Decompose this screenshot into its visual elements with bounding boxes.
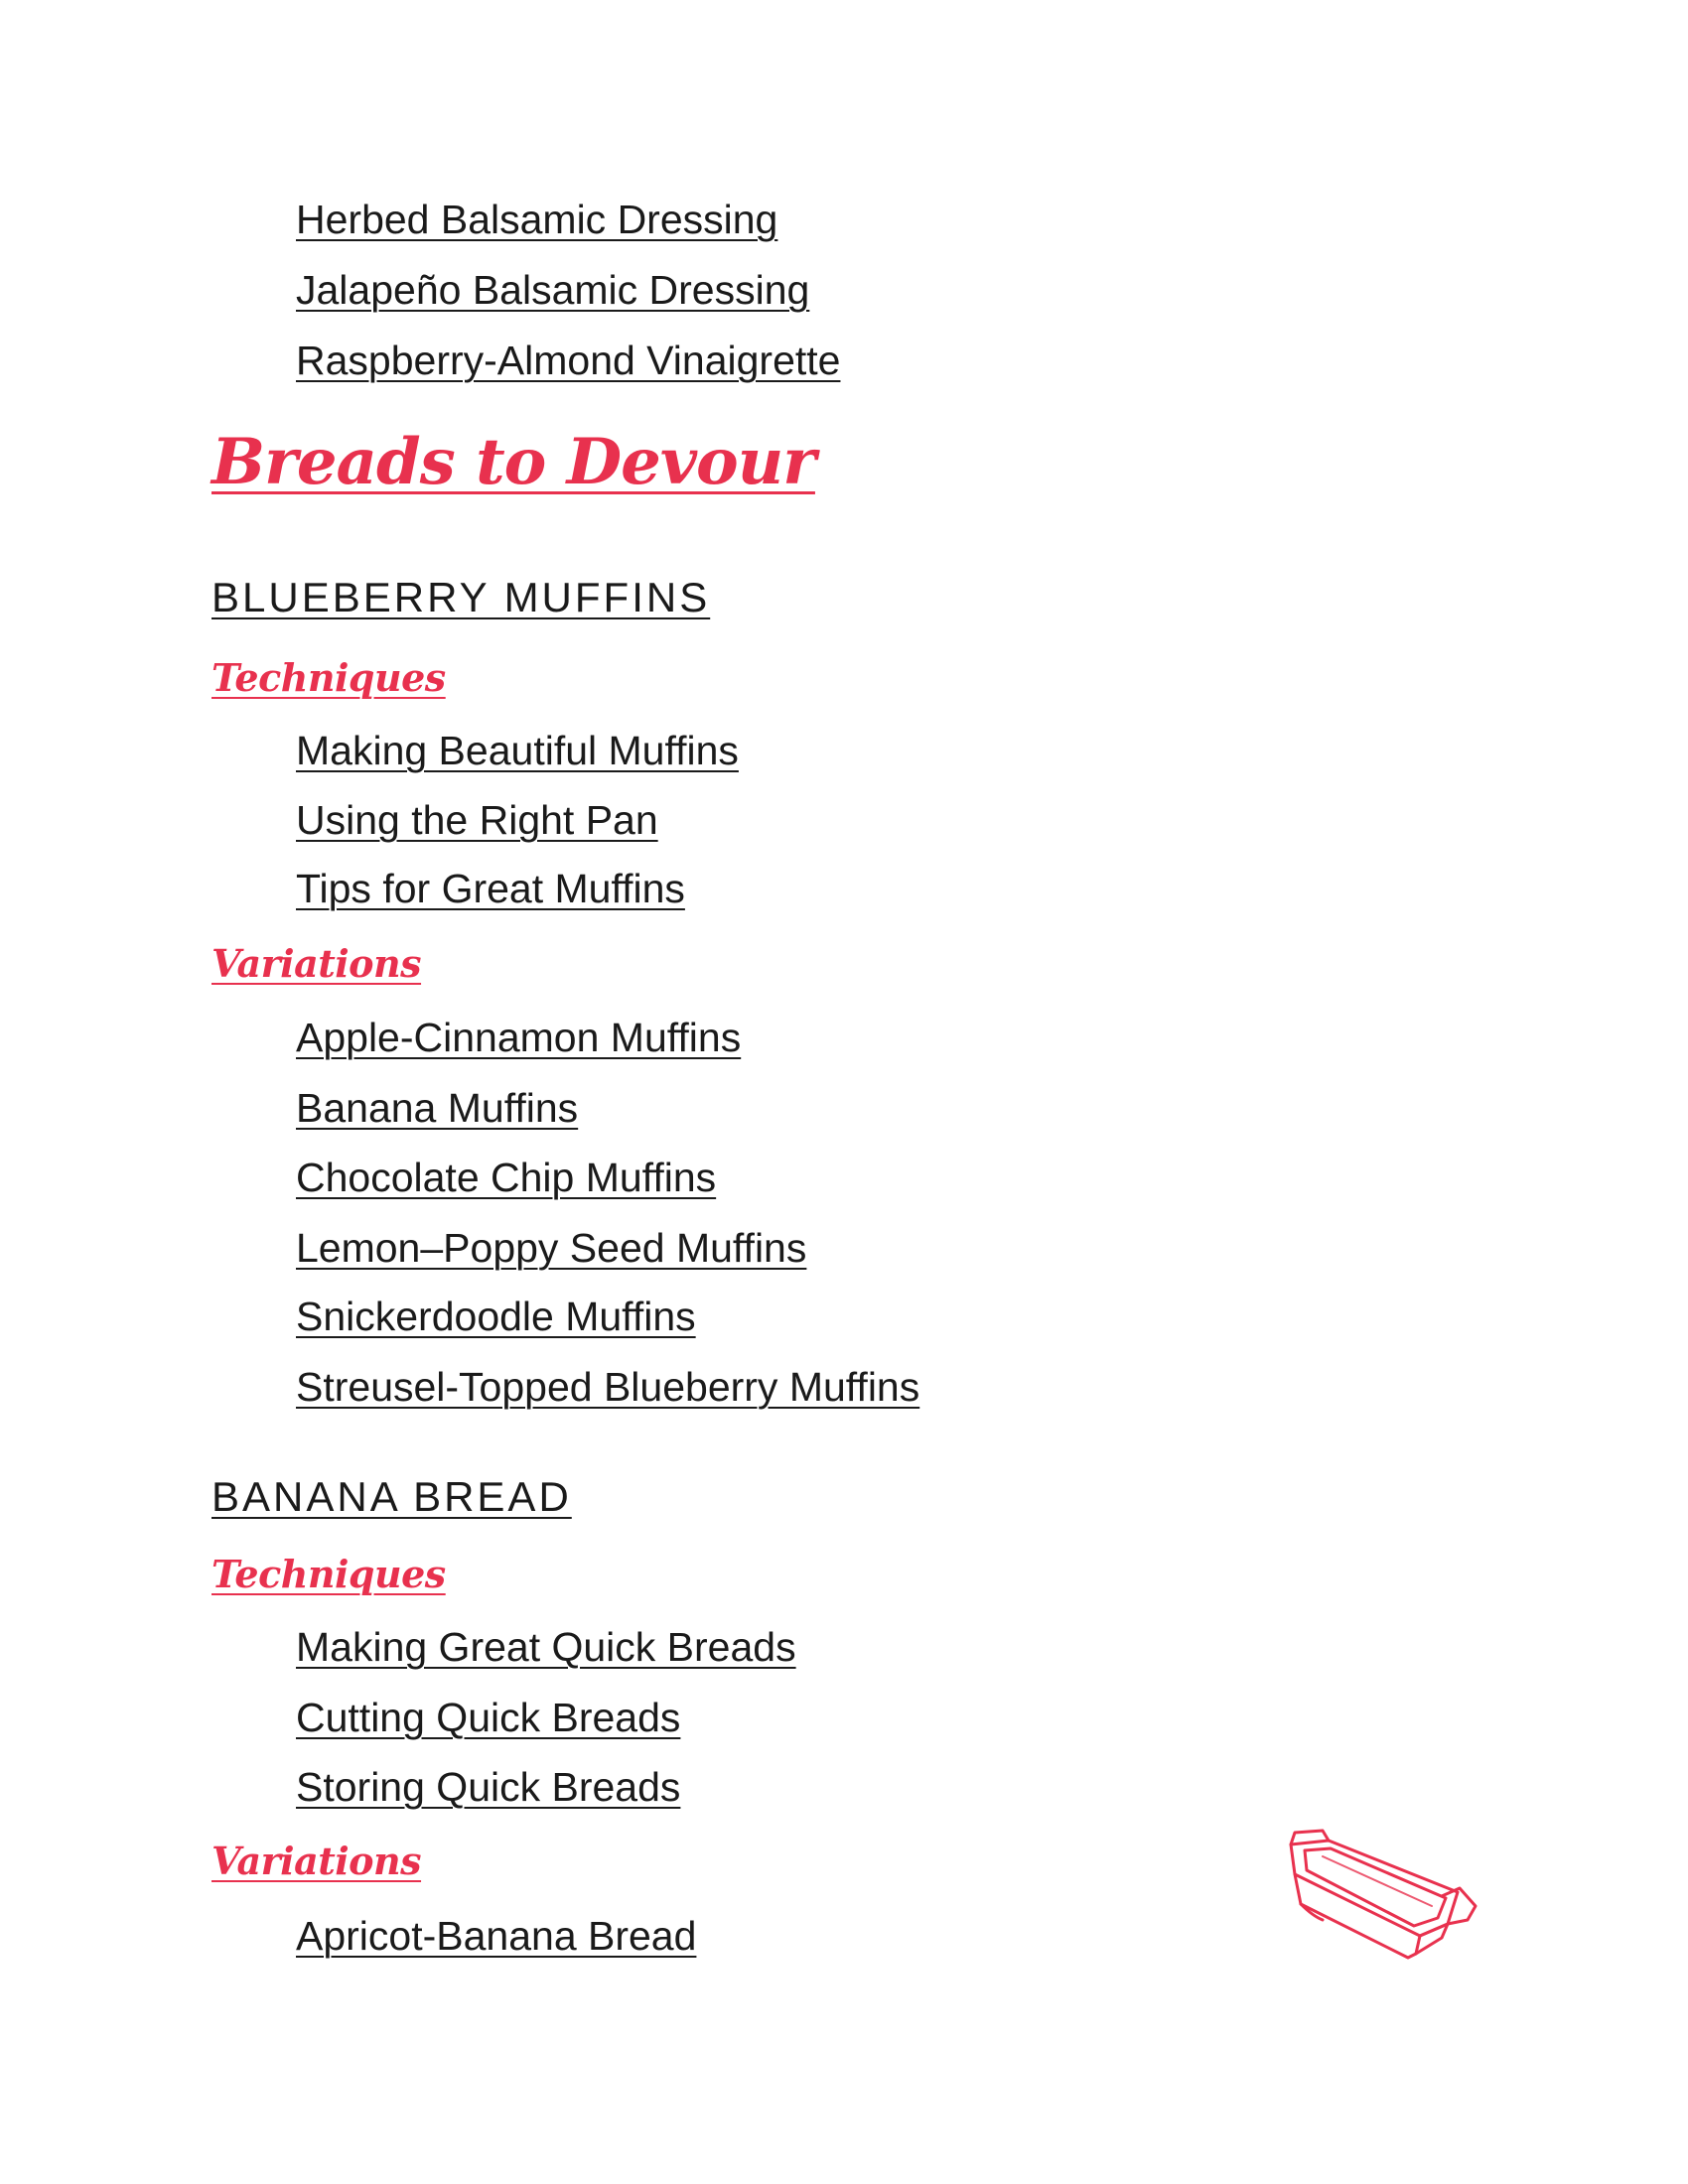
variations-heading[interactable]: Variations	[211, 941, 422, 986]
toc-link-using-the-right-pan[interactable]: Using the Right Pan	[296, 797, 658, 843]
recipe-heading-banana-bread[interactable]: BANANA BREAD	[211, 1473, 572, 1520]
section-title[interactable]: Breads to Devour	[211, 425, 815, 499]
toc-link-snickerdoodle-muffins[interactable]: Snickerdoodle Muffins	[296, 1294, 696, 1339]
toc-link-lemon-poppy-seed-muffins[interactable]: Lemon–Poppy Seed Muffins	[296, 1225, 807, 1271]
toc-link-apricot-banana-bread[interactable]: Apricot-Banana Bread	[296, 1913, 697, 1959]
techniques-heading[interactable]: Techniques	[211, 1552, 446, 1596]
toc-link-banana-muffins[interactable]: Banana Muffins	[296, 1085, 579, 1131]
toc-link-raspberry-almond-vinaigrette[interactable]: Raspberry-Almond Vinaigrette	[296, 338, 841, 383]
toc-link-streusel-topped-blueberry-muffins[interactable]: Streusel-Topped Blueberry Muffins	[296, 1364, 920, 1410]
toc-link-herbed-balsamic-dressing[interactable]: Herbed Balsamic Dressing	[296, 197, 778, 242]
toc-link-cutting-quick-breads[interactable]: Cutting Quick Breads	[296, 1695, 681, 1740]
toc-link-making-beautiful-muffins[interactable]: Making Beautiful Muffins	[296, 728, 739, 773]
recipe-heading-blueberry-muffins[interactable]: BLUEBERRY MUFFINS	[211, 574, 711, 620]
toc-link-jalapeno-balsamic-dressing[interactable]: Jalapeño Balsamic Dressing	[296, 267, 810, 313]
variations-heading[interactable]: Variations	[211, 1839, 422, 1883]
toc-link-storing-quick-breads[interactable]: Storing Quick Breads	[296, 1764, 681, 1810]
toc-link-apple-cinnamon-muffins[interactable]: Apple-Cinnamon Muffins	[296, 1015, 742, 1060]
techniques-heading[interactable]: Techniques	[211, 655, 446, 700]
toc-link-tips-for-great-muffins[interactable]: Tips for Great Muffins	[296, 866, 685, 911]
toc-link-chocolate-chip-muffins[interactable]: Chocolate Chip Muffins	[296, 1155, 717, 1200]
loaf-pan-icon	[1283, 1827, 1481, 1961]
toc-link-making-great-quick-breads[interactable]: Making Great Quick Breads	[296, 1624, 796, 1670]
